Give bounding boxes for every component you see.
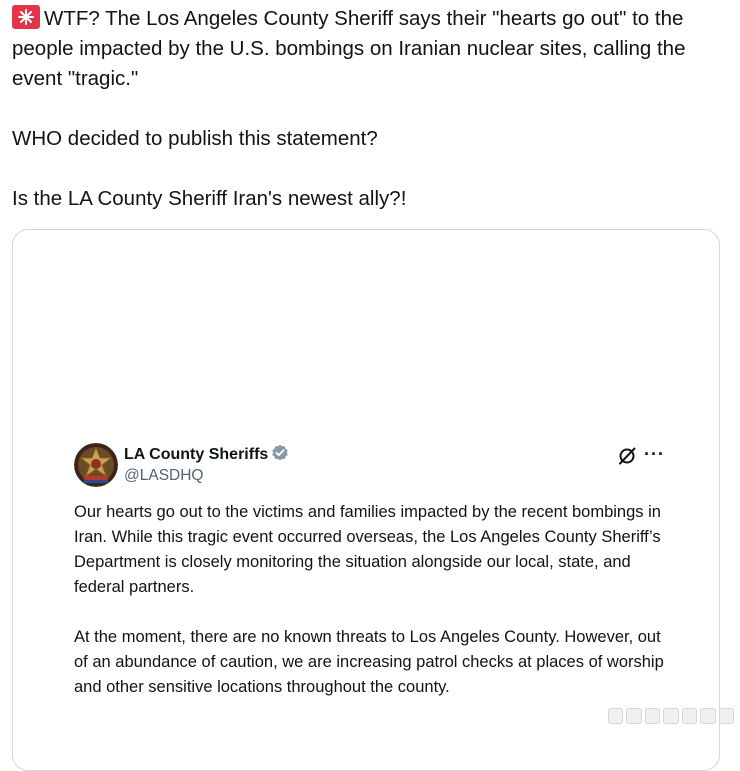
verified-badge-icon (271, 444, 289, 462)
display-name[interactable] (124, 444, 289, 464)
post-paragraph-3: Is the LA County Sheriff Iran's newest ally?! (12, 187, 407, 210)
watermark (608, 708, 734, 724)
embedded-post-header (74, 443, 674, 491)
embedded-post-body (74, 500, 674, 700)
post-paragraph-1 (12, 4, 732, 94)
embedded-post-card[interactable] (12, 229, 720, 771)
grok-icon[interactable] (617, 446, 637, 466)
embedded-paragraph-1: Our hearts go out to the victims and families impacted by the recent bombings in Iran. While this tragic event occurred overseas, the Los Angeles County Sheriff’s Department is closely monitoring the situation alongside our local, state, and federal partners. (74, 503, 661, 596)
post-paragraph-2: WHO decided to publish this statement? (12, 127, 378, 150)
handle[interactable]: @LASDHQ (124, 467, 204, 484)
display-name-text[interactable]: LA County Sheriffs (124, 446, 269, 463)
post-paragraph-1-text: WTF? The Los Angeles County Sheriff says their "hearts go out" to the people impacted by the U.S. bombings on Iranian nuclear sites, calling the event "tragic." (12, 7, 686, 90)
post-text (12, 4, 732, 214)
embedded-paragraph-2: At the moment, there are no known threats to Los Angeles County. However, out of an abundance of caution, we are increasing patrol checks at places of worship and other sensitive locations throughout the county. (74, 628, 664, 696)
avatar[interactable] (74, 443, 118, 487)
siren-icon (12, 5, 40, 29)
more-icon[interactable]: ··· (644, 444, 665, 464)
